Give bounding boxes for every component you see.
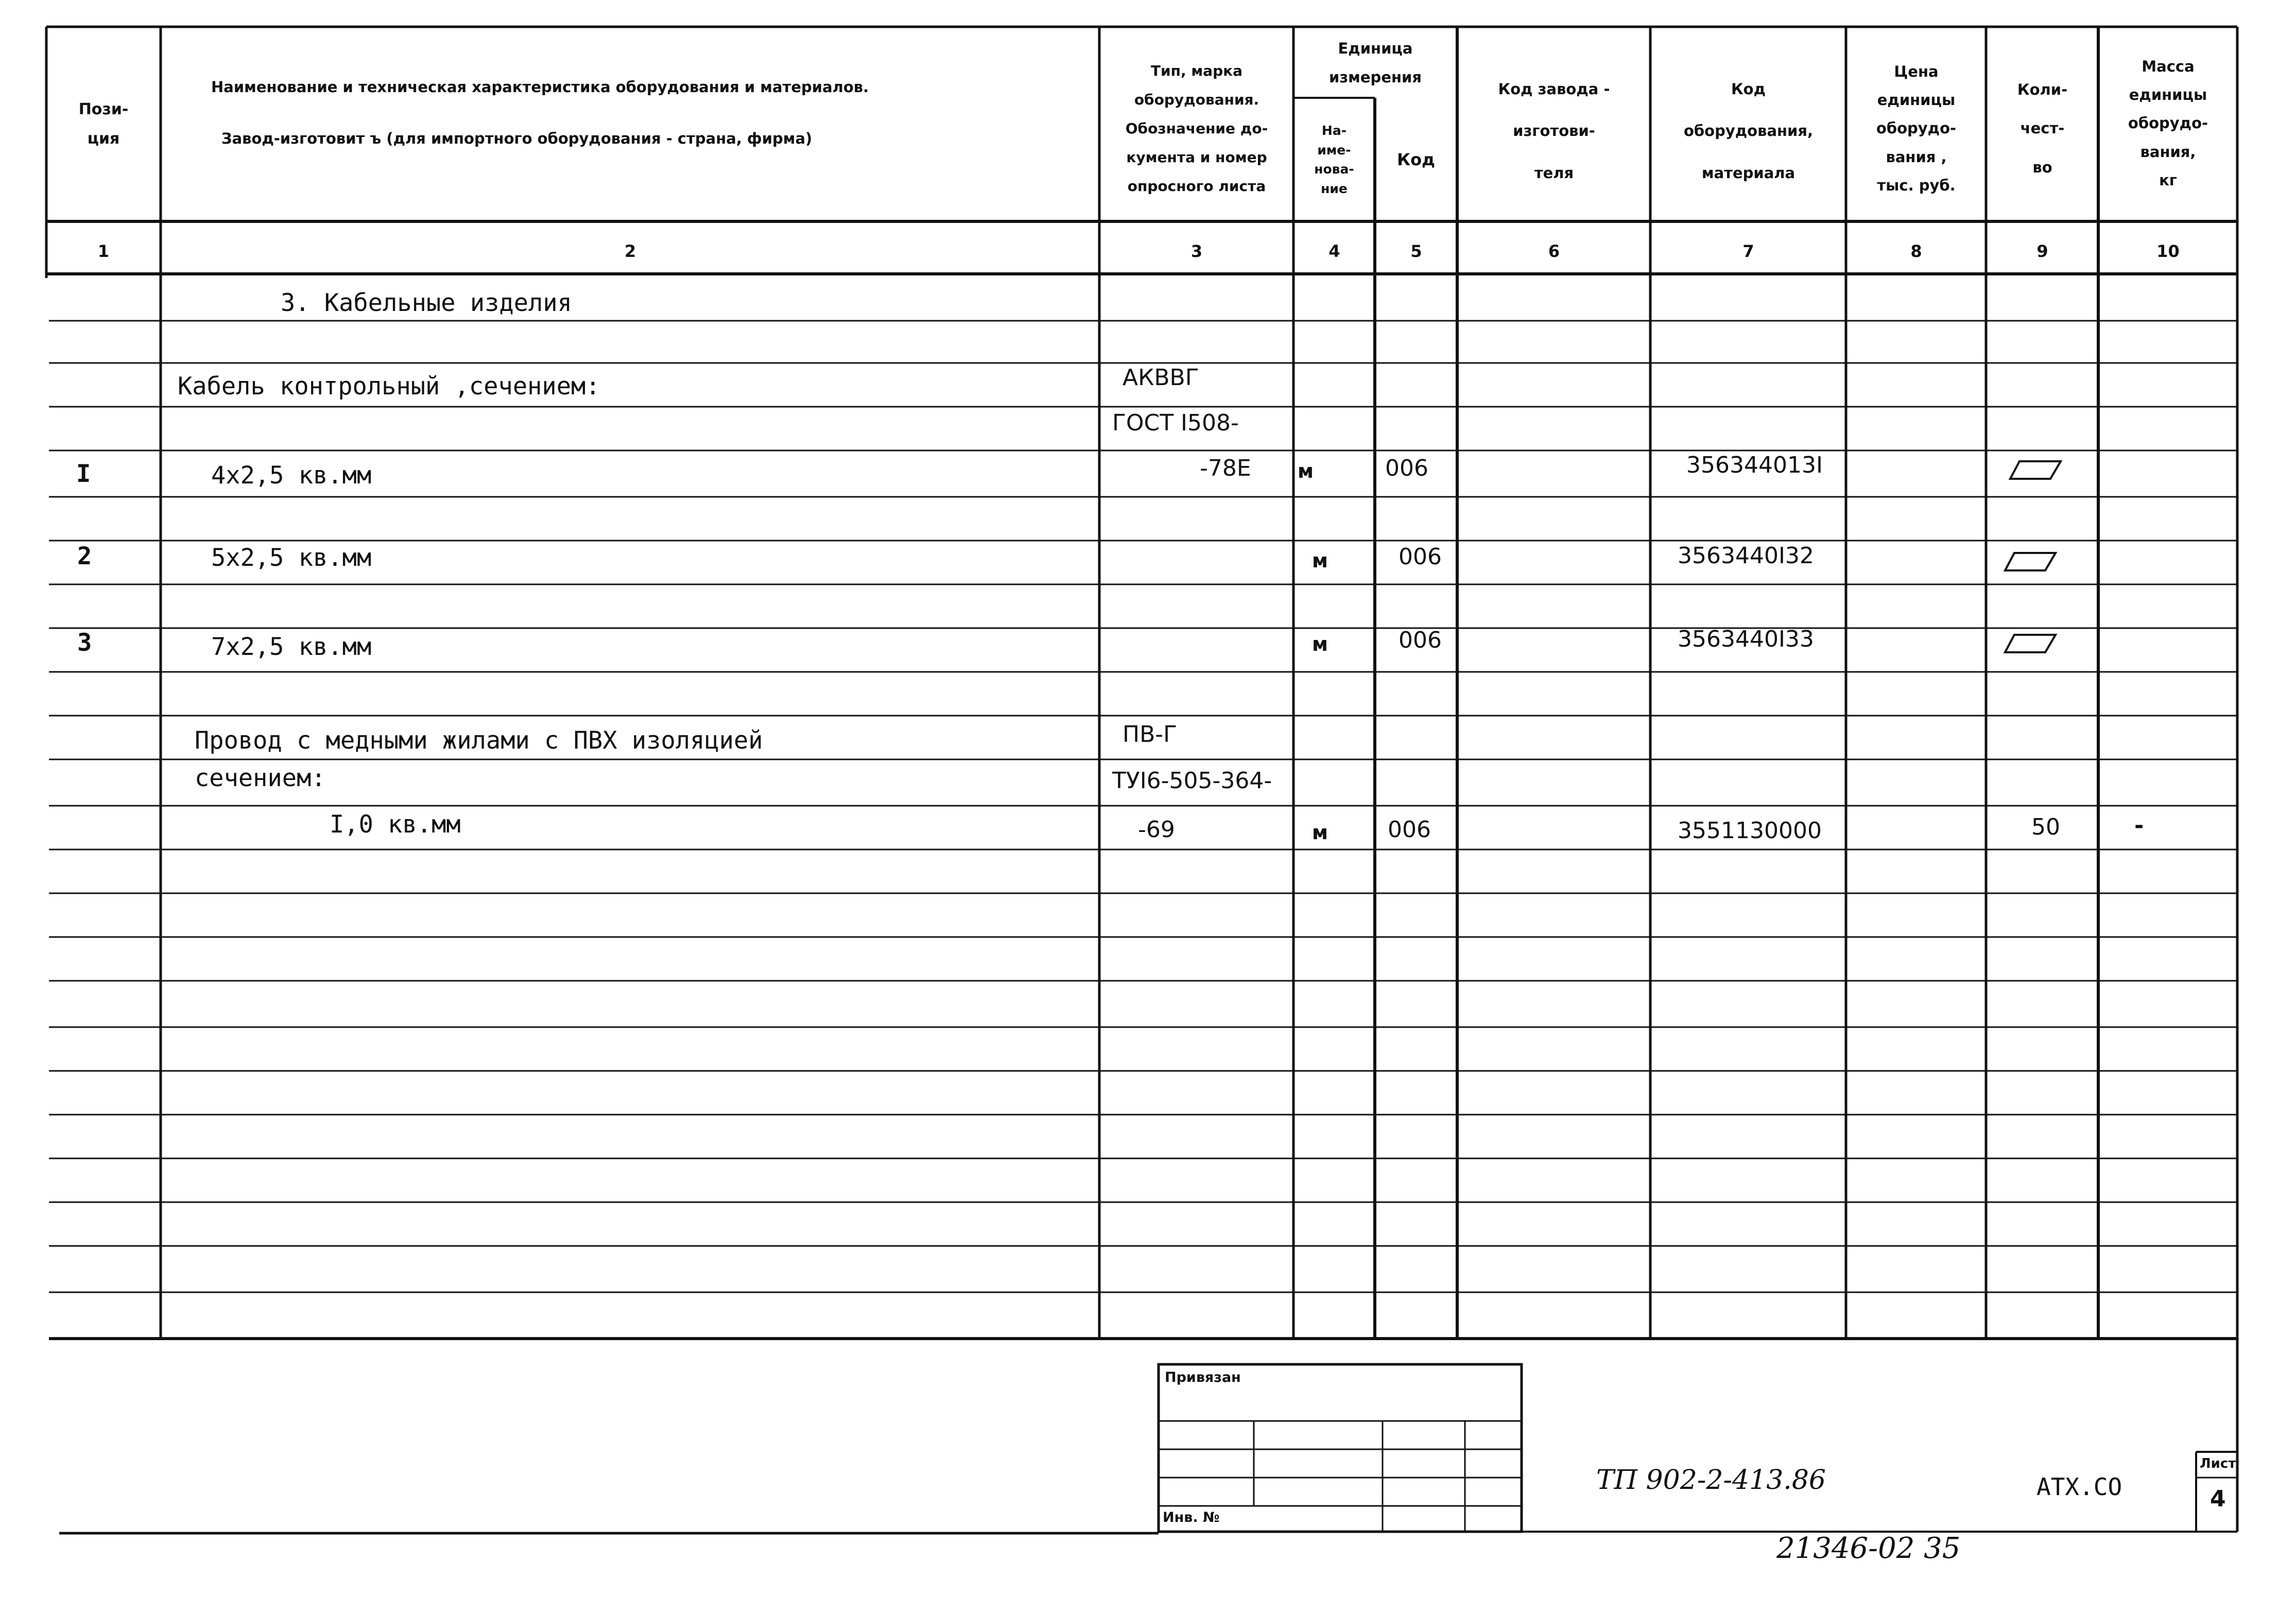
cable-heading: Кабель контрольный ,сечением:	[178, 372, 600, 401]
document-code: АТХ.СО	[2036, 1473, 2122, 1501]
wire-unit: м	[1312, 821, 1328, 844]
header-type: Тип, марка оборудования. Обозначение до- кумента и номер опросного листа	[1125, 62, 1268, 195]
inventory-label: Инв. №	[1163, 1510, 1220, 1525]
bound-label: Привязан	[1165, 1369, 1241, 1385]
wire-unit-code: 006	[1388, 817, 1431, 843]
row-code: 3563440I32	[1678, 543, 1814, 569]
column-number: 1	[97, 241, 110, 261]
row-name: 5х2,5 кв.мм	[211, 544, 372, 572]
section-title: 3. Кабельные изделия	[281, 289, 572, 317]
row-unit-code: 006	[1399, 627, 1442, 653]
wire-type: ПВ-Г	[1123, 721, 1177, 748]
sheet-number: 4	[2210, 1486, 2226, 1512]
header-manufacturer: Завод-изготовит ъ (для импортного оборудования - страна, фирма)	[221, 130, 813, 148]
column-number: 10	[2156, 241, 2180, 261]
archive-number: 21346-02 35	[1776, 1532, 1961, 1565]
column-number: 4	[1328, 241, 1340, 261]
header-factory-code: Код завода - изготови- теля	[1498, 80, 1610, 182]
cable-standard-suffix: -78Е	[1200, 455, 1251, 481]
wire-standard-suffix: -69	[1138, 817, 1175, 843]
wire-heading-2: сечением:	[195, 764, 326, 792]
header-equipment-code: Код оборудования, материала	[1683, 80, 1814, 182]
sheet-label: Лист	[2200, 1456, 2236, 1471]
row-position: I	[76, 460, 91, 488]
row-name: 7х2,5 кв.мм	[211, 633, 372, 661]
column-number: 5	[1410, 241, 1422, 261]
row-name: 4х2,5 кв.мм	[211, 461, 372, 490]
row-position: 3	[77, 629, 92, 657]
column-number: 6	[1548, 241, 1560, 261]
row-unit: м	[1298, 460, 1314, 482]
quantity-mark-icon	[2008, 457, 2070, 483]
wire-name: I,0 кв.мм	[330, 810, 461, 839]
row-code: 3563440I33	[1678, 626, 1814, 652]
row-unit: м	[1312, 549, 1328, 572]
row-unit-code: 006	[1399, 544, 1442, 570]
drawing-code: ТП 902-2-413.86	[1596, 1465, 1826, 1496]
header-mass: Масса единицы оборудо- вания, кг	[2128, 58, 2208, 189]
column-number: 9	[2036, 241, 2048, 261]
header-unit-name: На- име- нова- ние	[1314, 123, 1354, 196]
wire-code: 3551130000	[1678, 818, 1822, 844]
cable-type: АКВВГ	[1123, 365, 1199, 391]
column-number: 2	[624, 241, 636, 261]
wire-quantity: 50	[2031, 814, 2060, 840]
cable-standard: ГОСТ I508-	[1112, 410, 1239, 436]
header-name: Наименование и техническая характеристика оборудования и материалов.	[211, 78, 869, 96]
quantity-mark-icon	[2003, 549, 2065, 575]
column-number: 8	[1910, 241, 1922, 261]
wire-standard: ТУI6-505-364-	[1112, 768, 1272, 794]
header-price: Цена единицы оборудо- вания , тыс. руб.	[1876, 63, 1957, 194]
wire-mass: -	[2134, 812, 2144, 839]
column-number: 7	[1742, 241, 1754, 261]
header-position: Пози- ция	[78, 100, 129, 148]
header-quantity: Коли- чест- во	[2017, 80, 2068, 176]
header-unit-code: Код	[1397, 149, 1435, 169]
row-unit-code: 006	[1385, 455, 1428, 481]
quantity-mark-icon	[2003, 631, 2065, 656]
row-unit: м	[1312, 633, 1328, 655]
row-code: 356344013I	[1686, 452, 1823, 478]
row-position: 2	[77, 542, 92, 570]
column-number: 3	[1190, 241, 1203, 261]
header-unit-group: Единица измерения	[1329, 40, 1422, 86]
wire-heading: Провод с медными жилами с ПВХ изоляцией	[195, 726, 763, 755]
